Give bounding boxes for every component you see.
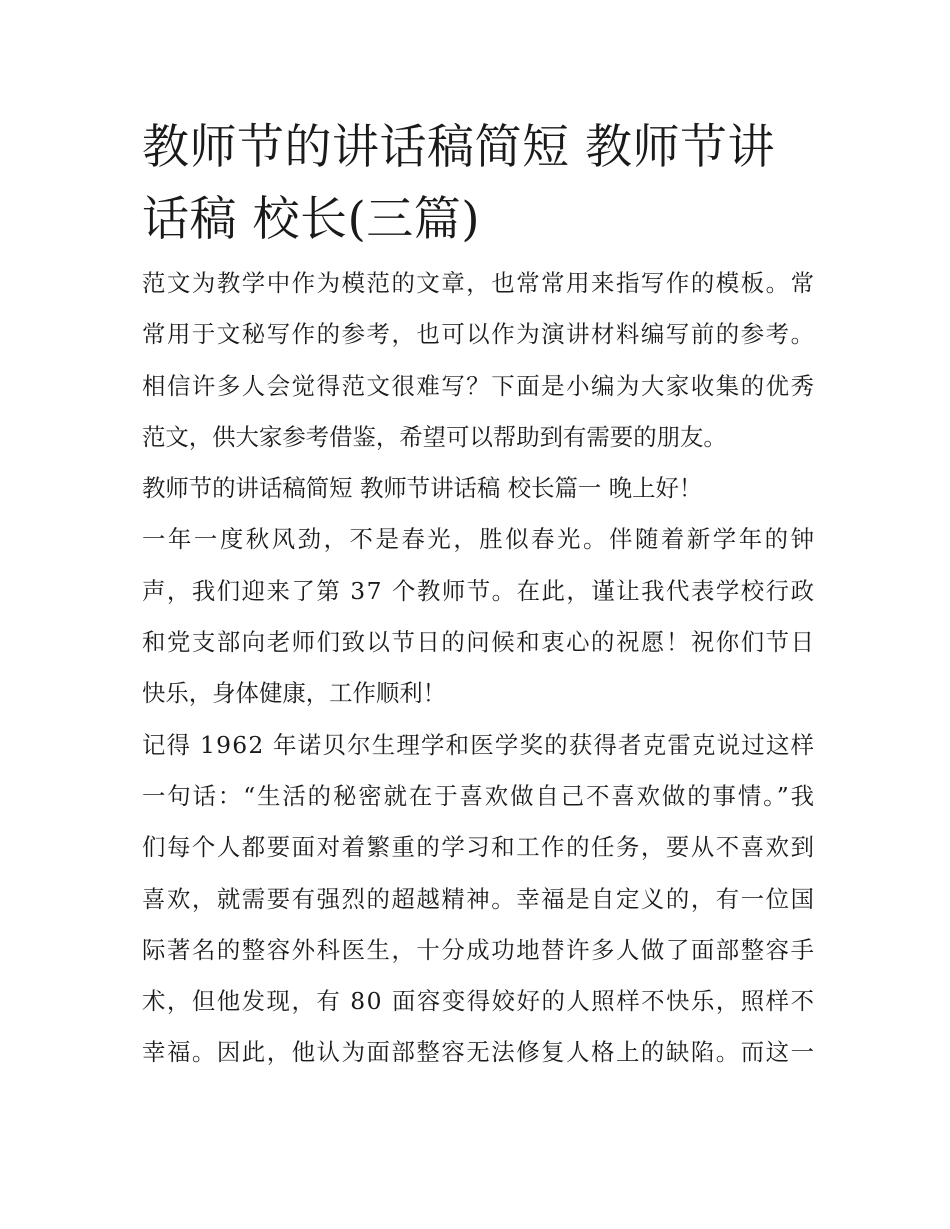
body-line: 快乐，身体健康，工作顺利！ bbox=[142, 679, 447, 708]
body-line: 范文为教学中作为模范的文章，也常常用来指写作的模板。常 bbox=[142, 269, 816, 297]
body-line: 相信许多人会觉得范文很难写？下面是小编为大家收集的优秀 bbox=[142, 371, 816, 400]
body-line: 际著名的整容外科医生，十分成功地替许多人做了面部整容手 bbox=[142, 935, 816, 964]
body-line: 一句话：“生活的秘密就在于喜欢做自己不喜欢做的事情。”我 bbox=[142, 781, 816, 810]
body-line: 们每个人都要面对着繁重的学习和工作的任务，要从不喜欢到 bbox=[142, 833, 816, 862]
body-line: 教师节的讲话稿简短 教师节讲话稿 校长篇一 晚上好！ bbox=[142, 474, 703, 503]
body-line: 范文，供大家参考借鉴，希望可以帮助到有需要的朋友。 bbox=[142, 422, 727, 451]
body-line: 记得 1962 年诺贝尔生理学和医学奖的获得者克雷克说过这样 bbox=[142, 730, 816, 759]
document-page bbox=[142, 112, 817, 1079]
body-line: 术，但他发现，有 80 面容变得姣好的人照样不快乐，照样不 bbox=[142, 987, 816, 1016]
body-line: 和党支部向老师们致以节日的问候和衷心的祝愿！祝你们节日 bbox=[142, 628, 816, 657]
body-line: 一年一度秋风劲，不是春光，胜似春光。伴随着新学年的钟 bbox=[142, 525, 817, 554]
body-line: 幸福。因此，他认为面部整容无法修复人格上的缺陷。而这一 bbox=[142, 1038, 816, 1067]
body-line: 喜欢，就需要有强烈的超越精神。幸福是自定义的，有一位国 bbox=[142, 884, 816, 913]
document-title: 教师节的讲话稿简短 教师节讲话稿 校长(三篇) bbox=[142, 120, 775, 247]
body-line: 声，我们迎来了第 37 个教师节。在此，谨让我代表学校行政 bbox=[142, 576, 816, 605]
body-line: 常用于文秘写作的参考，也可以作为演讲材料编写前的参考。 bbox=[142, 320, 816, 349]
document-body bbox=[142, 258, 817, 1079]
